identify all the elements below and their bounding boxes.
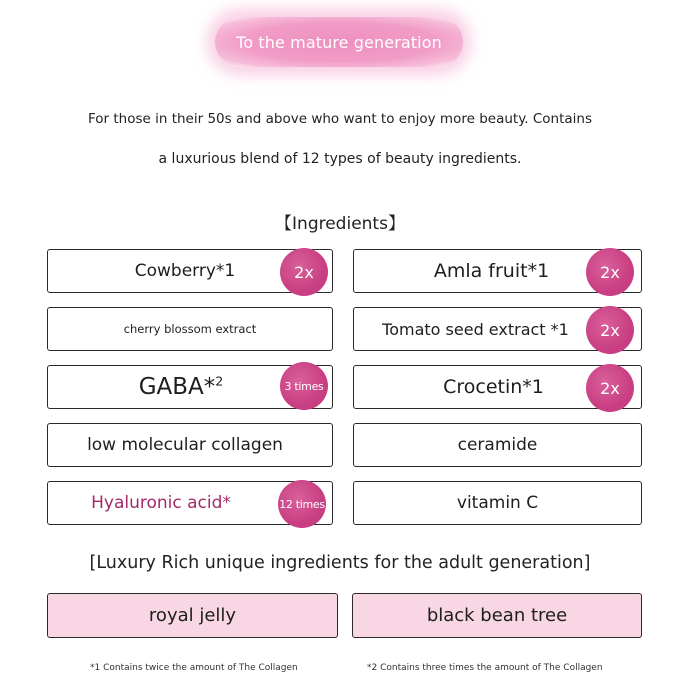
ingredient-low-molecular-collagen xyxy=(47,423,333,467)
intro-line-2: a luxurious blend of 12 types of beauty ingredients. xyxy=(158,151,522,167)
amount-badge: 2x xyxy=(586,364,634,412)
gaba-footnote-ref: 2 xyxy=(215,373,224,389)
amount-badge: 2x xyxy=(280,248,328,296)
ingredient-label: ceramide xyxy=(457,435,538,455)
luxury-title: [Luxury Rich unique ingredients for the adult generation] xyxy=(89,553,591,573)
ingredient-label: cherry blossom extract xyxy=(123,322,257,336)
ingredient-label xyxy=(139,374,224,400)
ingredient-vitamin-c xyxy=(353,481,642,525)
generation-banner xyxy=(215,17,463,67)
ingredient-label: low molecular collagen xyxy=(87,435,283,455)
amount-badge: 2x xyxy=(586,248,634,296)
luxury-black-bean-tree xyxy=(352,593,642,638)
luxury-label: black bean tree xyxy=(426,605,568,626)
amount-badge: 12 times xyxy=(278,480,326,528)
ingredient-label: Hyaluronic acid* xyxy=(91,493,231,513)
ingredients-title: 【Ingredients】 xyxy=(275,214,405,234)
intro-line-1: For those in their 50s and above who want to enjoy more beauty. Contains xyxy=(87,111,592,127)
banner-text: To the mature generation xyxy=(236,32,442,52)
amount-badge: 3 times xyxy=(280,362,328,410)
amount-badge: 2x xyxy=(586,306,634,354)
ingredient-ceramide xyxy=(353,423,642,467)
luxury-royal-jelly xyxy=(47,593,338,638)
ingredient-label: Tomato seed extract *1 xyxy=(382,319,569,339)
ingredient-label: Amla fruit*1 xyxy=(433,260,550,282)
ingredient-cherry-blossom xyxy=(47,307,333,351)
ingredient-label: vitamin C xyxy=(456,493,539,513)
luxury-label: royal jelly xyxy=(148,605,237,626)
ingredient-label: Crocetin*1 xyxy=(443,376,544,398)
ingredient-label: Cowberry*1 xyxy=(134,261,236,281)
footnote-2: *2 Contains three times the amount of The Collagen xyxy=(367,663,603,673)
footnote-1: *1 Contains twice the amount of The Collagen xyxy=(90,663,298,673)
gaba-text: GABA* xyxy=(138,374,216,400)
